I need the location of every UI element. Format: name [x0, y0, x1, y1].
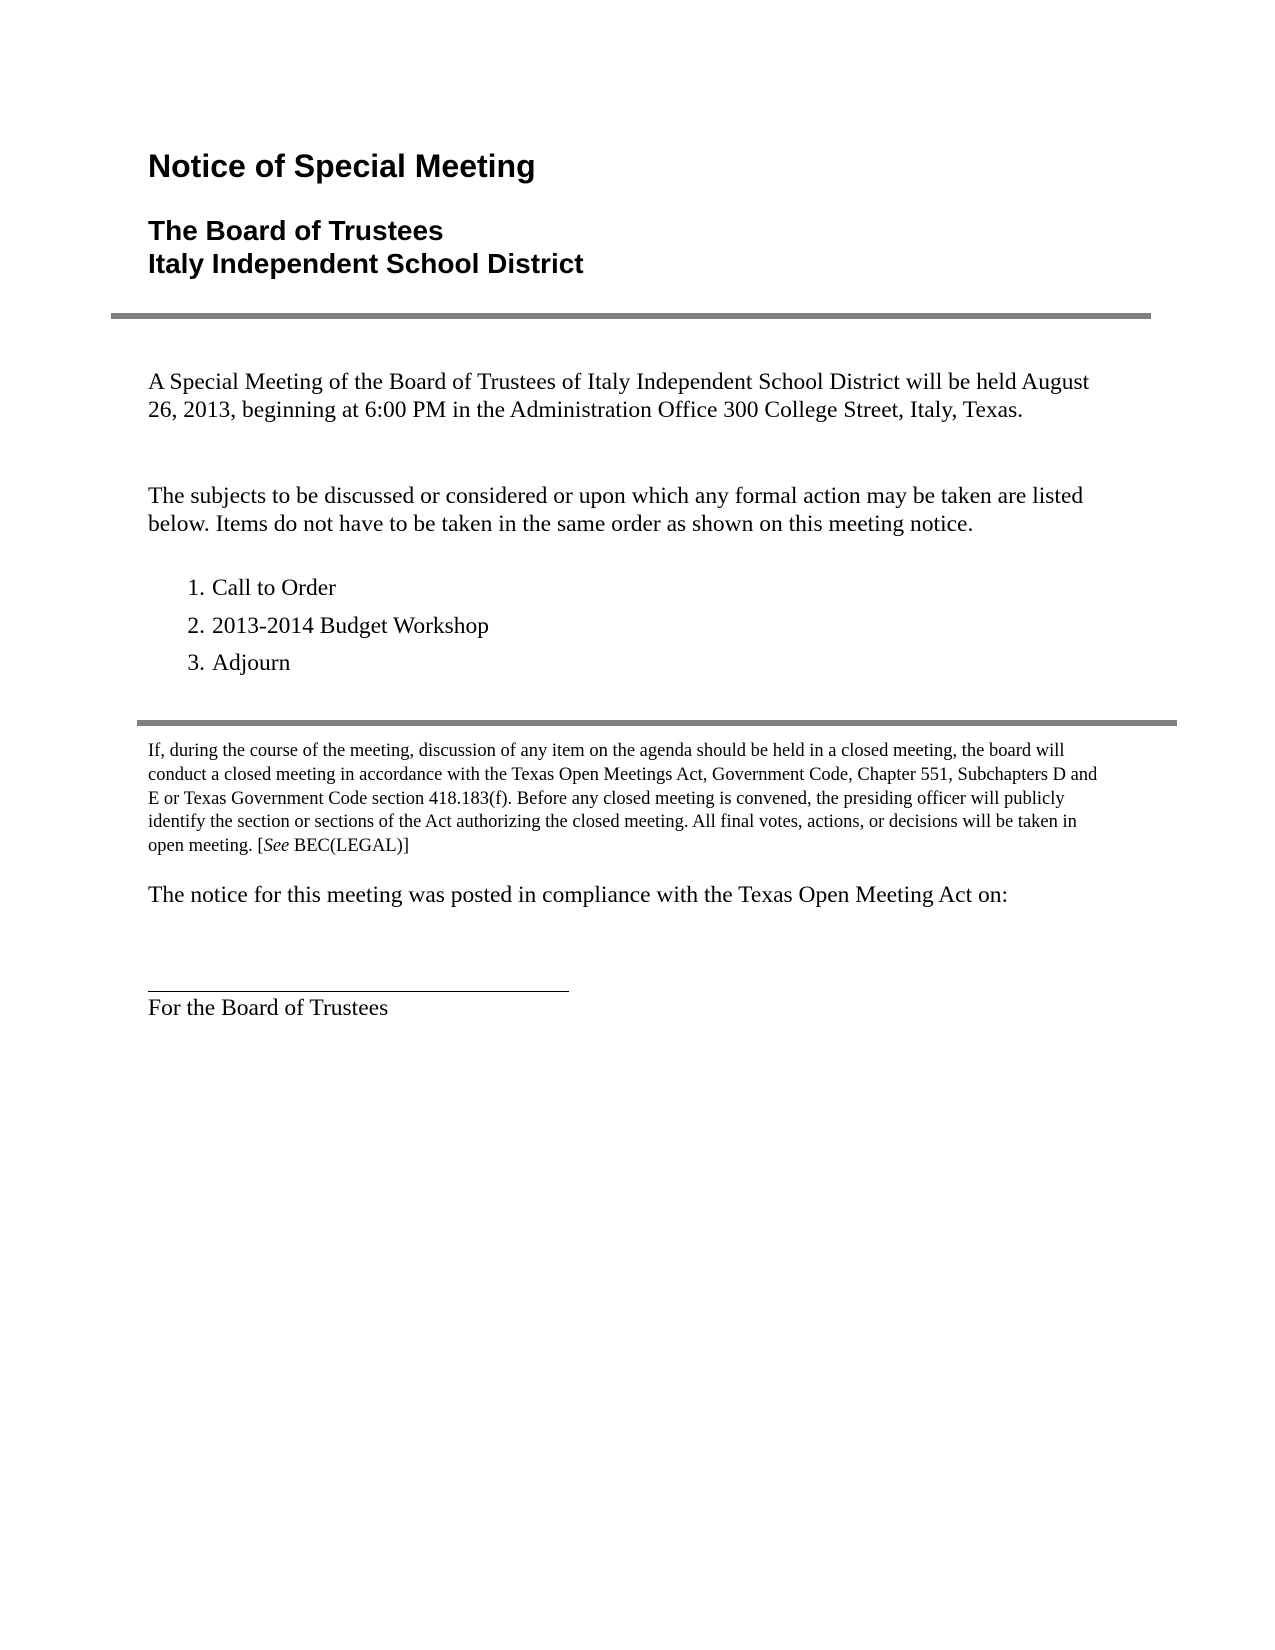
agenda-item-label: 2013-2014 Budget Workshop — [212, 612, 490, 639]
signature-label: For the Board of Trustees — [148, 995, 389, 1021]
document-subtitle — [148, 214, 584, 280]
agenda-item-number: 1. — [187, 575, 205, 601]
board-name: The Board of Trustees — [148, 215, 444, 246]
intro-paragraph: A Special Meeting of the Board of Trustees of Italy Independent School District will be held August 26, 2013, beginning at 6:00 PM in the Administration Office 300 College Street, Italy, Texas. — [148, 369, 1090, 423]
agenda-list — [148, 570, 489, 683]
agenda-item — [148, 570, 489, 608]
agenda-item-number: 2. — [187, 612, 205, 639]
agenda-item — [148, 608, 489, 646]
middle-divider — [137, 720, 1177, 726]
posting-statement: The notice for this meeting was posted in compliance with the Texas Open Meeting Act on: — [148, 882, 1009, 908]
district-name: Italy Independent School District — [148, 248, 584, 279]
agenda-item-label: Adjourn — [212, 650, 291, 676]
agenda-item-number: 3. — [187, 650, 205, 676]
see-reference: See — [263, 836, 290, 857]
top-divider — [111, 313, 1151, 319]
signature-line — [148, 991, 569, 992]
legal-citation: BEC(LEGAL)] — [289, 836, 409, 857]
agenda-item — [148, 645, 489, 683]
agenda-item-label: Call to Order — [212, 575, 336, 601]
subjects-paragraph: The subjects to be discussed or considered or upon which any formal action may be taken are listed below. Items do not have to be taken in the same order as shown on this meeting notice. — [148, 483, 1084, 537]
closed-meeting-text: If, during the course of the meeting, discussion of any item on the agenda should be held in a closed meeting, the board will conduct a closed meeting in accordance with the Texas Open Meetings Act, Government Code, Chapter 551, Subchapters D and E or Texas Government Code section 418.183(f). Before any closed meeting is convened, the presiding officer will publicly identify the section or sections of the Act authorizing the closed meeting. All final votes, actions, or decisions will be taken in open meeting. [ — [148, 741, 1098, 857]
closed-meeting-notice — [148, 740, 1108, 859]
document-title: Notice of Special Meeting — [148, 148, 536, 184]
